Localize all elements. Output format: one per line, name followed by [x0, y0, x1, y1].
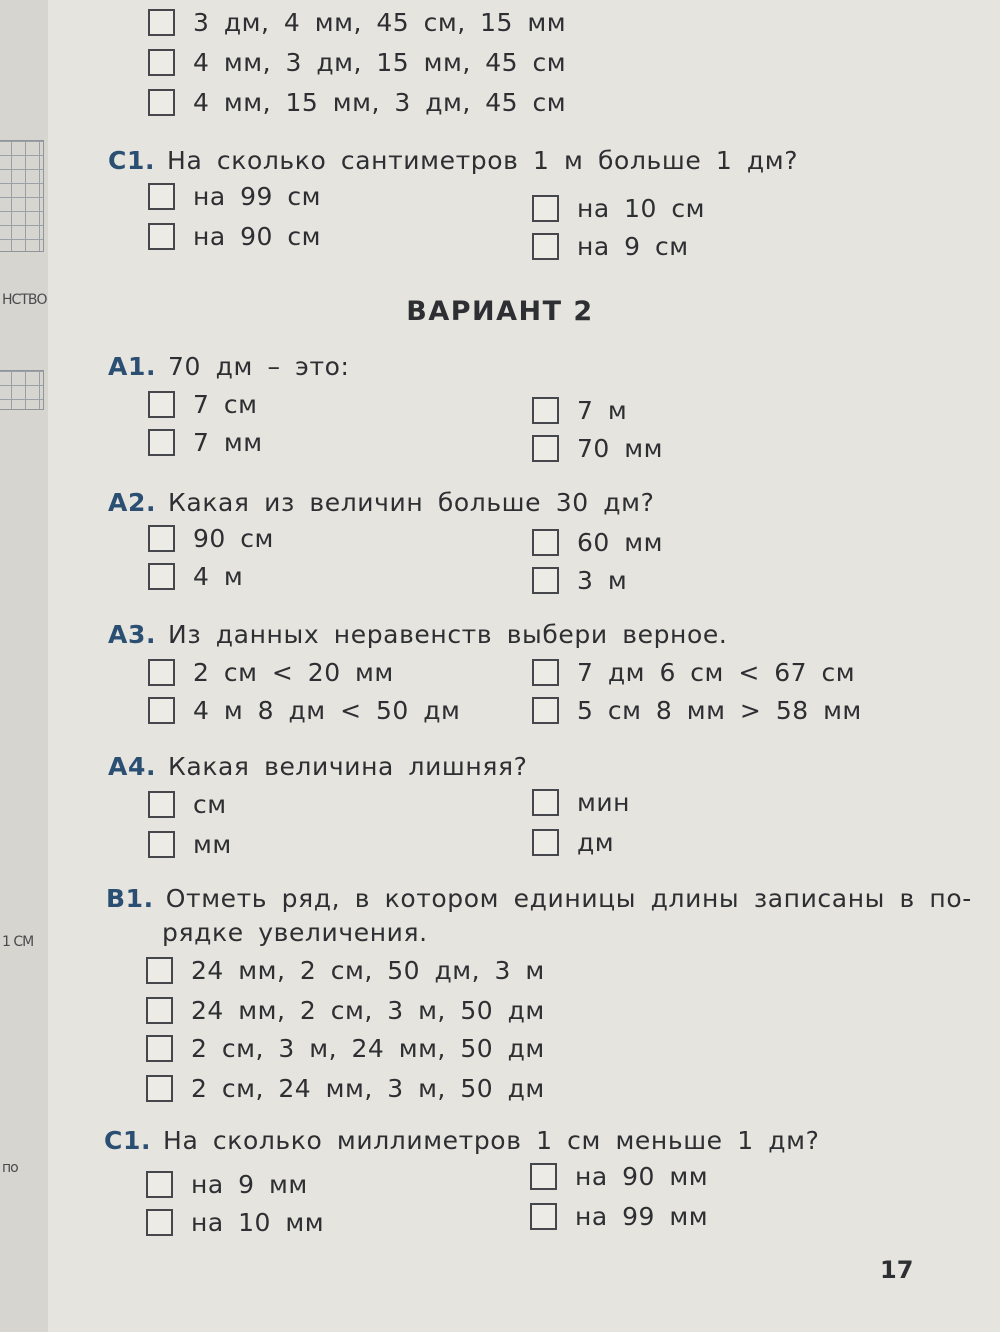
checkbox[interactable]	[532, 697, 559, 724]
strip-label: 1 СМ	[2, 934, 34, 950]
question-text: Отметь ряд, в котором единицы длины записаны в по-	[165, 884, 972, 913]
checkbox[interactable]	[148, 49, 175, 76]
option-label: 2 см, 24 мм, 3 м, 50 дм	[191, 1074, 545, 1103]
question-text: На сколько сантиметров 1 м больше 1 дм?	[167, 146, 799, 175]
option-label: на 90 см	[193, 222, 321, 251]
grid-fragment	[0, 370, 44, 410]
question-number: А2.	[108, 488, 157, 517]
checkbox[interactable]	[530, 1163, 557, 1190]
checkbox[interactable]	[532, 529, 559, 556]
option-label: на 10 мм	[191, 1208, 325, 1237]
option-label: 24 мм, 2 см, 3 м, 50 дм	[191, 996, 545, 1025]
checkbox[interactable]	[148, 429, 175, 456]
answer-option[interactable]	[148, 562, 243, 591]
checkbox[interactable]	[532, 397, 559, 424]
answer-option[interactable]	[148, 390, 257, 419]
question-number: А4.	[108, 752, 157, 781]
answer-option[interactable]	[148, 8, 566, 37]
answer-option[interactable]	[148, 658, 394, 687]
answer-option[interactable]	[532, 788, 630, 817]
strip-label: по	[2, 1160, 18, 1176]
question-text: На сколько миллиметров 1 см меньше 1 дм?	[163, 1126, 820, 1155]
question-text-continued: рядке увеличения.	[162, 918, 428, 947]
checkbox[interactable]	[532, 659, 559, 686]
checkbox[interactable]	[148, 697, 175, 724]
checkbox[interactable]	[148, 183, 175, 210]
checkbox[interactable]	[148, 791, 175, 818]
option-label: 2 см < 20 мм	[193, 658, 394, 687]
option-label: 70 мм	[577, 434, 663, 463]
checkbox[interactable]	[148, 525, 175, 552]
checkbox[interactable]	[146, 957, 173, 984]
option-label: дм	[577, 828, 615, 857]
answer-option[interactable]	[148, 88, 566, 117]
question-a4	[108, 752, 528, 781]
option-label: 4 м 8 дм < 50 дм	[193, 696, 461, 725]
answer-option[interactable]	[148, 222, 321, 251]
checkbox[interactable]	[148, 391, 175, 418]
checkbox[interactable]	[532, 789, 559, 816]
question-a3	[108, 620, 727, 649]
question-number: В1.	[106, 884, 154, 913]
answer-option[interactable]	[532, 566, 627, 595]
answer-option[interactable]	[148, 524, 274, 553]
checkbox[interactable]	[146, 1209, 173, 1236]
option-label: на 9 мм	[191, 1170, 308, 1199]
option-label: 24 мм, 2 см, 50 дм, 3 м	[191, 956, 545, 985]
answer-option[interactable]	[532, 528, 663, 557]
option-label: на 90 мм	[575, 1162, 709, 1191]
checkbox[interactable]	[146, 1075, 173, 1102]
answer-option[interactable]	[146, 1170, 308, 1199]
answer-option[interactable]	[146, 956, 545, 985]
answer-option[interactable]	[146, 1034, 545, 1063]
checkbox[interactable]	[146, 1171, 173, 1198]
answer-option[interactable]	[148, 696, 460, 725]
checkbox[interactable]	[530, 1203, 557, 1230]
grid-fragment	[0, 140, 44, 252]
answer-option[interactable]	[532, 396, 627, 425]
checkbox[interactable]	[148, 9, 175, 36]
option-label: на 10 см	[577, 194, 705, 223]
option-label: 7 мм	[193, 428, 263, 457]
answer-option[interactable]	[148, 790, 227, 819]
option-label: 4 м	[193, 562, 244, 591]
question-c1-prev	[108, 146, 798, 175]
option-label: 4 мм, 15 мм, 3 дм, 45 см	[193, 88, 567, 117]
option-label: 90 см	[193, 524, 274, 553]
answer-option[interactable]	[530, 1202, 708, 1231]
question-number: С1.	[108, 146, 156, 175]
option-label: 4 мм, 3 дм, 15 мм, 45 см	[193, 48, 567, 77]
question-number: С1.	[104, 1126, 152, 1155]
option-label: на 9 см	[577, 232, 689, 261]
checkbox[interactable]	[148, 563, 175, 590]
answer-option[interactable]	[148, 48, 566, 77]
option-label: 7 см	[193, 390, 258, 419]
checkbox[interactable]	[532, 233, 559, 260]
option-label: 3 м	[577, 566, 628, 595]
question-a1	[108, 352, 350, 381]
question-text: Из данных неравенств выбери верное.	[168, 620, 728, 649]
option-label: на 99 мм	[575, 1202, 709, 1231]
answer-option[interactable]	[146, 996, 545, 1025]
option-label: 7 м	[577, 396, 628, 425]
option-label: 3 дм, 4 мм, 45 см, 15 мм	[193, 8, 567, 37]
page-number: 17	[880, 1256, 914, 1284]
answer-option[interactable]	[532, 696, 862, 725]
answer-option[interactable]	[148, 428, 263, 457]
answer-option[interactable]	[146, 1074, 545, 1103]
answer-option[interactable]	[532, 194, 705, 223]
strip-label: НСТВО	[2, 292, 47, 308]
checkbox[interactable]	[146, 997, 173, 1024]
checkbox[interactable]	[146, 1035, 173, 1062]
answer-option[interactable]	[532, 828, 614, 857]
checkbox[interactable]	[148, 89, 175, 116]
checkbox[interactable]	[148, 659, 175, 686]
answer-option[interactable]	[532, 658, 855, 687]
question-number: А1.	[108, 352, 157, 381]
answer-option[interactable]	[532, 232, 689, 261]
answer-option[interactable]	[146, 1208, 324, 1237]
question-text: Какая величина лишняя?	[168, 752, 528, 781]
question-c1	[104, 1126, 819, 1155]
adjacent-page-strip	[0, 0, 49, 1332]
option-label: 7 дм 6 см < 67 см	[577, 658, 856, 687]
question-text: 70 дм – это:	[168, 352, 350, 381]
option-label: мин	[577, 788, 630, 817]
question-number: А3.	[108, 620, 157, 649]
question-a2	[108, 488, 654, 517]
variant-title: ВАРИАНТ 2	[406, 296, 594, 327]
checkbox[interactable]	[532, 567, 559, 594]
checkbox[interactable]	[532, 195, 559, 222]
option-label: 5 см 8 мм > 58 мм	[577, 696, 862, 725]
answer-option[interactable]	[148, 182, 321, 211]
checkbox[interactable]	[532, 829, 559, 856]
option-label: 2 см, 3 м, 24 мм, 50 дм	[191, 1034, 545, 1063]
option-label: на 99 см	[193, 182, 321, 211]
checkbox[interactable]	[532, 435, 559, 462]
answer-option[interactable]	[148, 830, 232, 859]
answer-option[interactable]	[530, 1162, 708, 1191]
question-b1	[106, 884, 972, 913]
answer-option[interactable]	[532, 434, 663, 463]
option-label: мм	[193, 830, 232, 859]
checkbox[interactable]	[148, 223, 175, 250]
checkbox[interactable]	[148, 831, 175, 858]
option-label: 60 мм	[577, 528, 663, 557]
question-text: Какая из величин больше 30 дм?	[168, 488, 655, 517]
option-label: см	[193, 790, 227, 819]
